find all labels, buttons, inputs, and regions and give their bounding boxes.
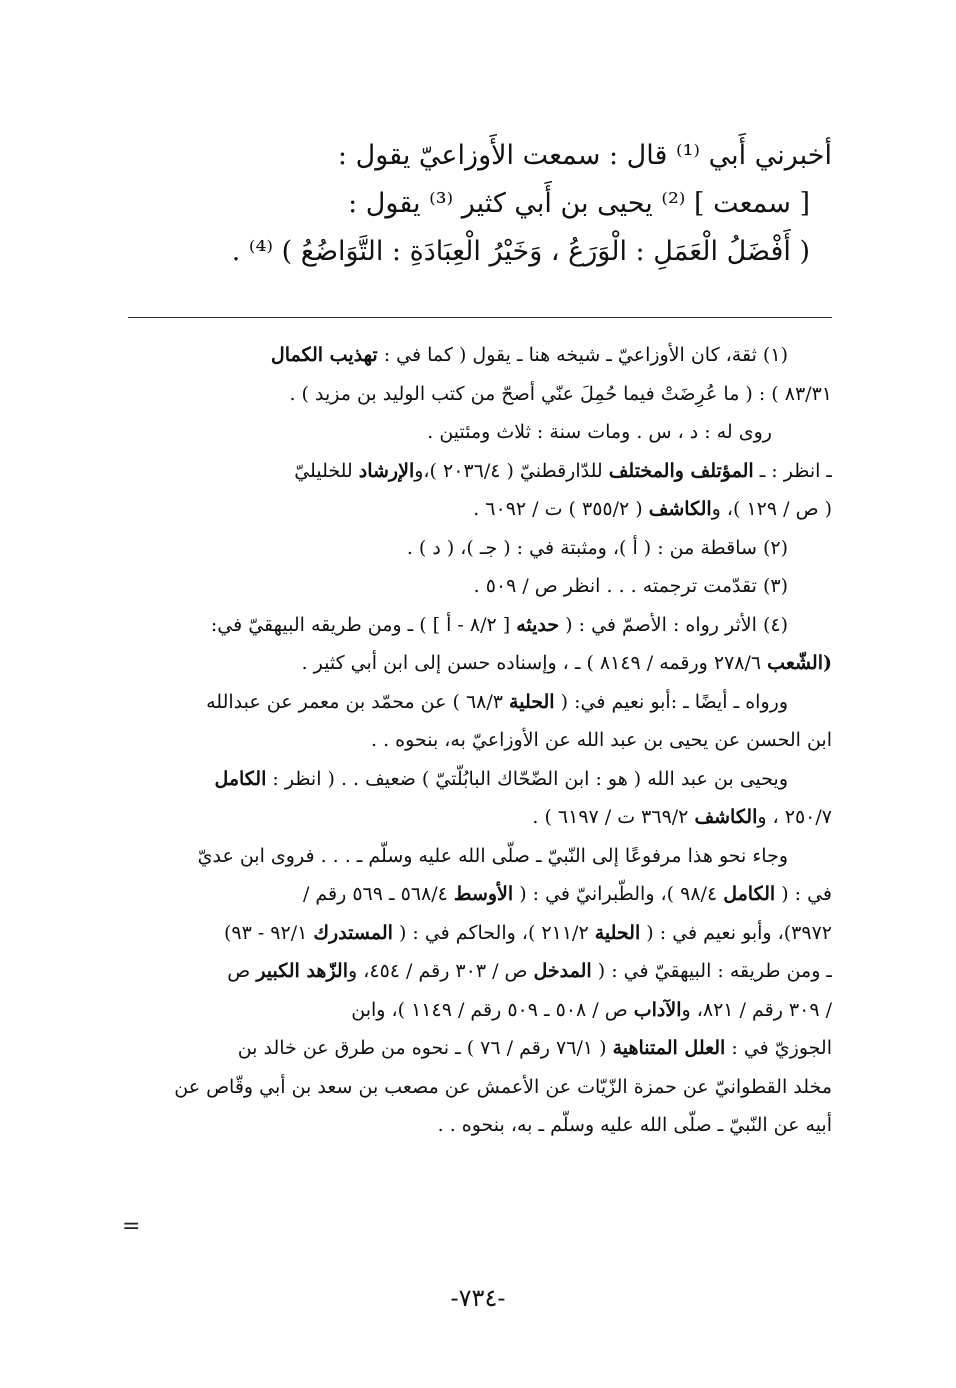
text: ( ٣٥٥/٢ ) ت / ٦٠٩٢ . (473, 498, 643, 520)
text: ٥٦٨/٤ ـ ٥٦٩ رقم / (302, 883, 448, 905)
text: في : ( (781, 883, 832, 905)
text: ورواه ـ أيضًا ـ :أبو نعيم في: ( (560, 690, 788, 713)
footnote-2: (٢) ساقطة من : ( أ )، ومثبتة في : ( جـ )، ( د ) . (406, 536, 788, 559)
book-title: الكاشف (694, 806, 758, 828)
footnote-separator (128, 317, 832, 318)
book-title: الكامل (723, 883, 776, 905)
footnote-1-line-5 (120, 490, 832, 529)
footnote-1-line-2: ٨٣/٣١ ) : ( ما عُرِضَتْ فيما حُمِلَ عنّي أصحّ من كتب الوليد بن مزيد ) . (289, 382, 832, 405)
book-title: الأوسط (453, 883, 514, 905)
text: الجوزيّ في : (731, 1037, 832, 1059)
text: ٩٢/١ - ٩٣) (223, 921, 308, 944)
text: ويحيى بن عبد الله ( هو : ابن الضّحّاك البابُلّتيّ ) ضعيف . . ( انظر : (272, 767, 788, 790)
footnote-4-line-2 (120, 644, 832, 683)
footnote-4-line-14: أبيه عن النّبيّ ـ صلّى الله عليه وسلّم ـ به، بنحوه . . (437, 1114, 832, 1136)
footnote-1-line-4 (120, 452, 832, 491)
footnote-4-line-9 (120, 914, 832, 953)
text: ـ ومن طريقه : البيهقيّ في : ( (597, 960, 832, 982)
footnote-4-line-13: مخلد القطوانيّ عن حمزة الزّيّات عن الأعمش عن مصعب بن سعد بن أبي وقّاص عن (174, 1075, 832, 1098)
footnote-4-line-10 (120, 952, 832, 991)
continuation-mark: = (122, 1214, 141, 1239)
footnote-4-line-7: وجاء نحو هذا مرفوعًا إلى النّبيّ ـ صلّى الله عليه وسلّم ـ . . . فروى ابن عديّ (197, 844, 788, 867)
text: ٢٧٨/٦ ورقمه / ٨١٤٩ ) ـ ، وإسناده حسن إلى ابن أبي كثير . (301, 652, 762, 674)
text: / ٣٠٩ رقم / ٨٢١، و (681, 998, 832, 1021)
text: للخليليّ (294, 459, 353, 482)
book-title: الحلية (594, 921, 641, 944)
footnote-4-line-8 (120, 875, 832, 914)
footnote-4-line-12 (120, 1029, 832, 1068)
footnote-3: (٣) تقدّمت ترجمته . . . انظر ص / ٥٠٩ . (473, 575, 788, 597)
footnote-4-line-11 (120, 991, 832, 1030)
text: ـ انظر : ـ (759, 459, 832, 482)
text: ٢٥٠/٧ ، و (757, 806, 832, 828)
footnote-4-line-3 (120, 683, 832, 722)
book-title: الكاشف (648, 498, 712, 520)
book-title: تهذيب الكمال (270, 344, 378, 366)
text: ٣٩٧٢)، وأبو نعيم في : ( (646, 921, 832, 944)
footnote-4-line-1 (120, 606, 832, 645)
book-title: المدخل (533, 960, 592, 982)
page-number: -٧٣٤- (450, 1284, 506, 1312)
text: (١) ثقة، كان الأوزاعيّ ـ شيخه هنا ـ يقول ( كما في : (383, 344, 788, 366)
footnote-1-line-1 (120, 336, 832, 375)
book-title: (الشّعب (767, 652, 832, 674)
main-text (132, 132, 832, 276)
book-title: المؤتلف والمختلف (608, 459, 754, 482)
footnote-1-line-3: روى له : د ، س . ومات سنة : ثلاث ومئتين . (427, 421, 772, 443)
text: للدّارقطنيّ ( ٢٠٣٦/٤ )،و (414, 459, 603, 482)
main-line-1: أخبرني أَبي ⁽¹⁾ قال : سمعت الأَوزاعيّ يقول : (337, 140, 832, 171)
text: ٦٨/٣ ) عن محمّد بن معمر عن عبدالله (206, 690, 503, 713)
book-title: الإرشاد (358, 459, 415, 482)
footnotes (120, 336, 832, 1145)
book-title: الآداب (633, 998, 682, 1021)
text: ٣٦٩/٢ ت / ٦١٩٧ ) . (532, 806, 689, 828)
book-title: المستدرك (313, 921, 393, 944)
book-title: الزّهد الكبير (256, 960, 348, 982)
text: ( ص / ١٢٩ )، و (711, 498, 832, 520)
text: ص / ٥٠٨ ـ ٥٠٩ رقم / ١١٤٩ )، وابن (351, 998, 628, 1021)
text: ( ٧٦/١ رقم / ٧٦ ) ـ نحوه من طرق عن خالد بن (237, 1037, 607, 1059)
book-title: الحلية (509, 690, 555, 713)
text: (٤) الأثر رواه : الأصمّ في : ( (565, 613, 788, 636)
text: [ ٨/٢ - أ ] ) ـ ومن طريقه البيهقيّ في: (210, 613, 511, 636)
text: ص (227, 960, 251, 982)
book-title: الكامل (214, 767, 267, 790)
text: ص / ٣٠٣ رقم / ٤٥٤، و (348, 960, 528, 982)
footnote-4-line-4: ابن الحسن عن يحيى بن عبد الله عن الأوزاعيّ به، بنحوه . . (371, 729, 832, 751)
book-title: العلل المتناهية (612, 1037, 726, 1059)
footnote-4-line-6 (120, 798, 832, 837)
footnote-4-line-5 (120, 760, 832, 799)
main-line-3: ( أَفْضَلُ الْعَمَلِ : الْوَرَعُ ، وَخَيْرُ الْعِبَادَةِ : التَّوَاضُعُ ) ⁽⁴⁾ . (231, 236, 810, 267)
text: ٢١١/٢ )، والحاكم في : ( (398, 921, 589, 944)
book-title: حديثه (516, 613, 560, 636)
text: ٩٨/٤ )، والطّبرانيّ في : ( (519, 883, 718, 905)
main-line-2: [ سمعت ] ⁽²⁾ يحيى بن أَبي كثير ⁽³⁾ يقول : (348, 188, 810, 219)
